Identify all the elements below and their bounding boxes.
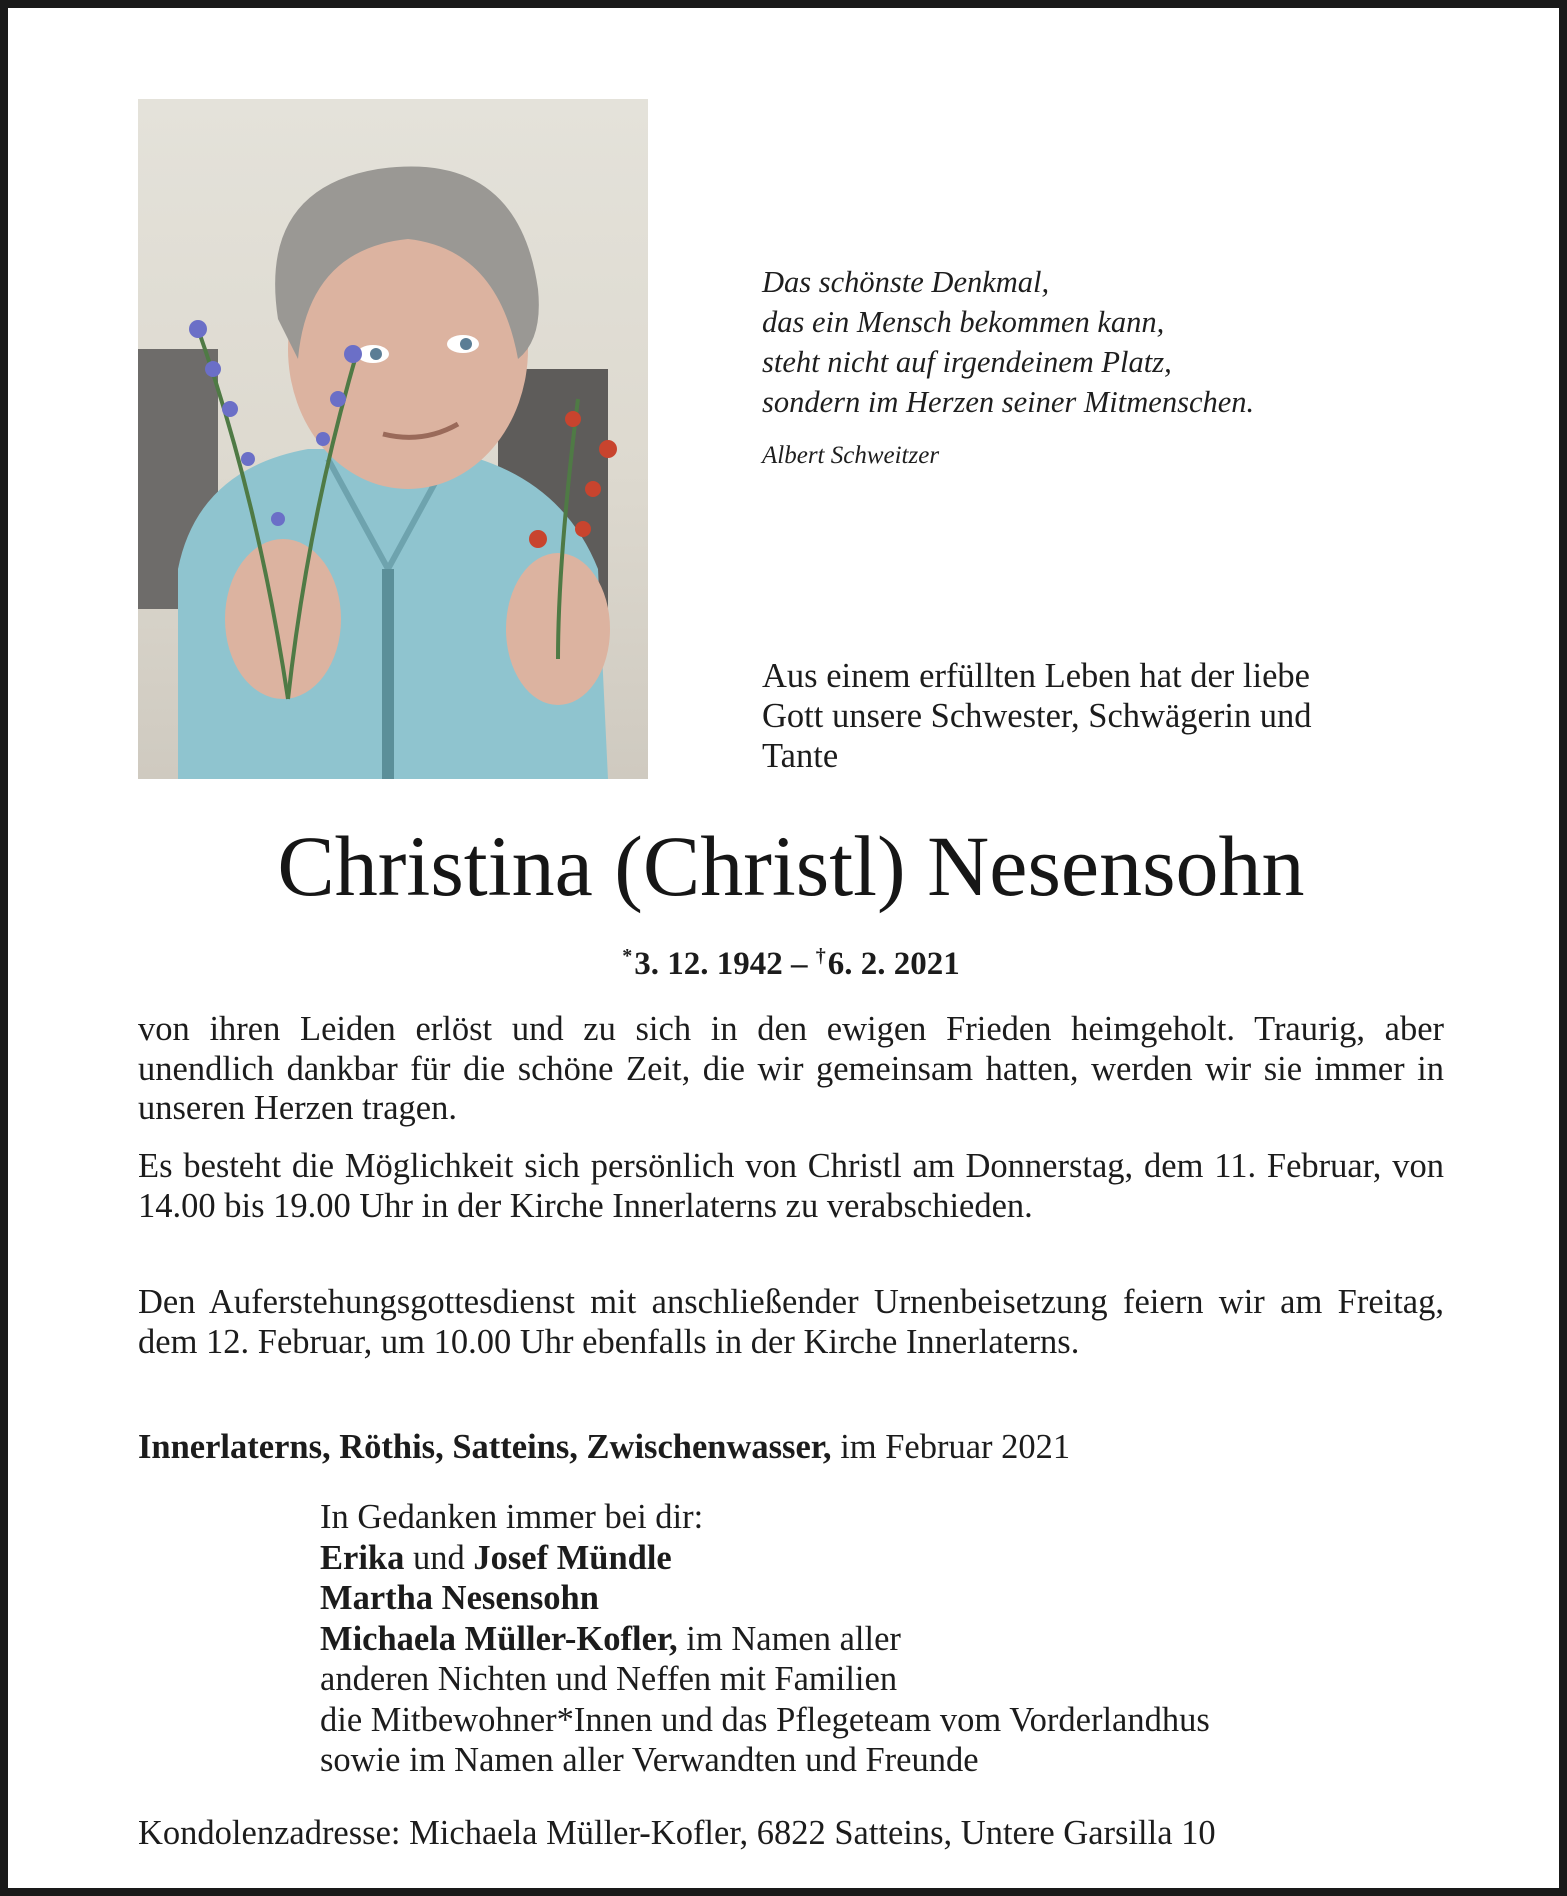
signers-block: [320, 1497, 1210, 1781]
quote-line: sondern im Herzen seiner Mitmenschen.: [762, 385, 1255, 419]
portrait-illustration: [138, 99, 648, 779]
condolence-address: Kondolenzadresse: Michaela Müller-Kofler, 6822 Satteins, Untere Garsilla 10: [138, 1814, 1216, 1852]
intro-line: Aus einem erfüllten Leben hat der liebe: [762, 657, 1310, 695]
intro-line: Tante: [762, 737, 839, 775]
signer-line: [320, 1619, 1210, 1660]
signer-note: im Namen aller: [677, 1619, 901, 1658]
quote-line: das ein Mensch bekommen kann,: [762, 305, 1165, 339]
paragraph-farewell: Es besteht die Möglichkeit sich persönlich von Christl am Donnerstag, dem 11. Februar, von 14.00 bis 19.00 Uhr in der Kirche Innerlaterns zu verabschieden.: [138, 1147, 1444, 1225]
portrait-photo: [138, 99, 648, 779]
quote-line: steht nicht auf irgendeinem Platz,: [762, 345, 1172, 379]
date-separator: –: [791, 946, 808, 982]
signer-name: Martha Nesensohn: [320, 1579, 599, 1617]
quote-block: [762, 262, 1254, 422]
paragraph-service: Den Auferstehungsgottesdienst mit anschließender Urnenbeisetzung feiern wir am Freitag, dem 12. Februar, um 10.00 Uhr ebenfalls in der Kirche Innerlaterns.: [138, 1283, 1444, 1361]
paragraph-passing: von ihren Leiden erlöst und zu sich in den ewigen Frieden heimgeholt. Traurig, aber unendlich dankbar für die schöne Zeit, die wir gemeinsam hatten, werden wir sie immer in unseren Herzen tragen.: [138, 1010, 1444, 1127]
signers-heading: In Gedanken immer bei dir:: [320, 1498, 704, 1536]
signer-name: Erika: [320, 1538, 405, 1577]
signer-line: die Mitbewohner*Innen und das Pflegeteam vom Vorderlandhus: [320, 1700, 1210, 1739]
signer-line: anderen Nichten und Neffen mit Familien: [320, 1660, 898, 1698]
birth-date: 3. 12. 1942: [634, 946, 783, 982]
publication-date: im Februar 2021: [831, 1428, 1071, 1466]
intro-text: [762, 656, 1452, 776]
signer-name: Josef Mündle: [473, 1538, 672, 1577]
life-dates: [138, 945, 1444, 983]
signer-line: [320, 1578, 1210, 1619]
signer-name: Michaela Müller-Kofler,: [320, 1619, 678, 1658]
signer-line: sowie im Namen aller Verwandten und Freunde: [320, 1741, 979, 1779]
intro-line: Gott unsere Schwester, Schwägerin und: [762, 697, 1312, 735]
conjunction: und: [404, 1538, 474, 1577]
quote-author: Albert Schweitzer: [762, 442, 940, 469]
death-symbol: †: [815, 945, 826, 967]
quote-line: Das schönste Denkmal,: [762, 265, 1050, 299]
deceased-name: Christina (Christl) Nesensohn: [277, 818, 1305, 914]
places-list: Innerlaterns, Röthis, Satteins, Zwischenwasser,: [138, 1428, 832, 1466]
birth-symbol: *: [622, 945, 633, 967]
places-and-date: [138, 1428, 1070, 1467]
death-date: 6. 2. 2021: [827, 946, 960, 982]
signer-line: [320, 1538, 1210, 1579]
